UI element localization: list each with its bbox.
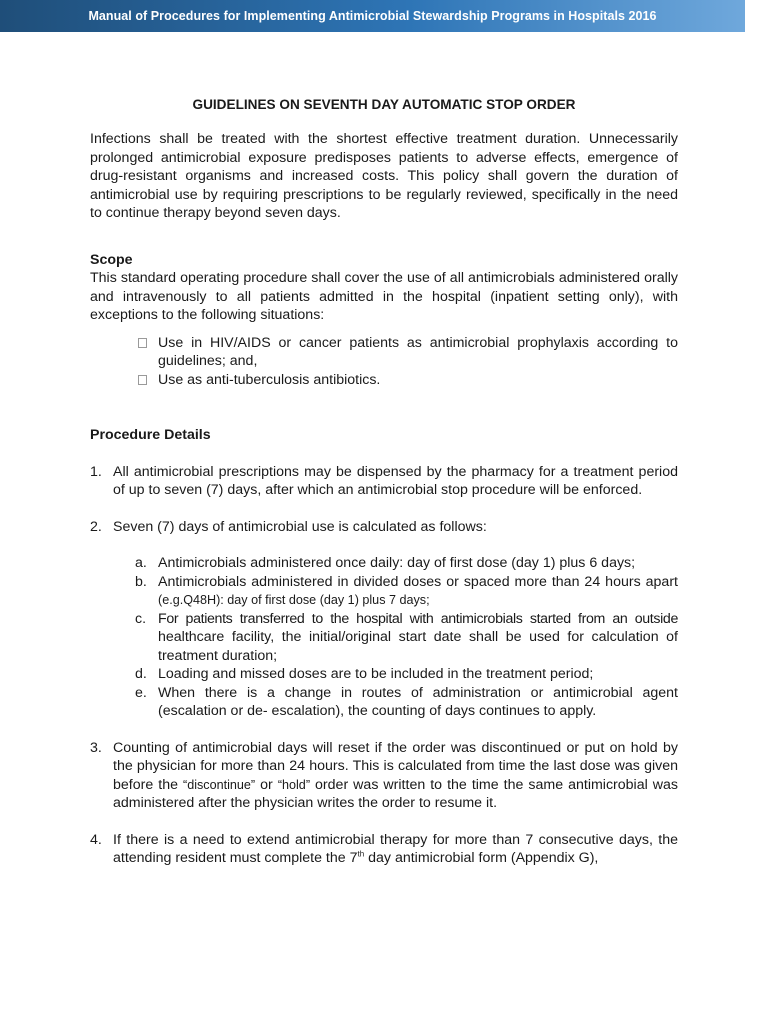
- list-item: [136, 371, 678, 390]
- procedure-steps-list: [90, 463, 678, 868]
- step-number: 1.: [90, 463, 102, 480]
- step-number: 2.: [90, 518, 102, 535]
- document-header-banner: [0, 0, 745, 32]
- checkbox-bullet-icon: [138, 338, 147, 348]
- step-text: Counting of antimicrobial days will reset if the order was discontinued or put on hold by the physician for more than 24 hours. This is calculated from time the last dose was given before the: [113, 739, 678, 793]
- list-item: [135, 554, 678, 573]
- scope-exceptions-list: [90, 334, 678, 390]
- step-text-cont: order was written to the time the same antimicrobial was administered after the physician writes the order to resume it.: [113, 776, 678, 811]
- banner-text: Manual of Procedures for Implementing Antimicrobial Stewardship Programs in Hospitals 2016: [88, 9, 657, 23]
- document-title: GUIDELINES ON SEVENTH DAY AUTOMATIC STOP ORDER: [192, 97, 576, 112]
- item-text-cont: healthcare facility, the initial/original start date shall be used for calculation of treatment duration;: [158, 629, 678, 664]
- quoted-term-discontinue: “discontinue”: [183, 777, 256, 792]
- list-item: [135, 684, 678, 721]
- step-number: 3.: [90, 739, 102, 756]
- procedure-step-1: [90, 463, 678, 500]
- step-text: Seven (7) days of antimicrobial use is calculated as follows:: [113, 518, 487, 535]
- scope-heading: Scope: [90, 251, 133, 268]
- item-text: Antimicrobials administered in divided doses or spaced more than 24 hours apart: [158, 573, 678, 590]
- procedure-step-2: [90, 518, 678, 721]
- list-item: [135, 665, 678, 684]
- calculation-rules-list: [113, 554, 678, 721]
- item-text: For patients transferred to the hospital with antimicrobials started from an outside: [158, 610, 678, 627]
- intro-paragraph: Infections shall be treated with the shortest effective treatment duration. Unnecessarily prolonged antimicrobial exposure predisposes patients to adverse effects, emergence of drug-resistant organisms and increased costs. This policy shall govern the duration of antimicrobial use by requiring prescriptions to be regularly reviewed, specifically in the need to continue therapy beyond seven days.: [90, 131, 678, 221]
- item-label: c.: [135, 610, 147, 627]
- step-text-or: or: [260, 776, 273, 793]
- step-text: If there is a need to extend antimicrobial therapy for more than 7 consecutive days, the attending resident must complete the 7: [113, 831, 678, 866]
- list-item: [136, 334, 678, 371]
- item-text: Antimicrobials administered once daily: day of first dose (day 1) plus 6 days;: [158, 555, 636, 571]
- ordinal-superscript: th: [357, 849, 365, 859]
- item-label: d.: [135, 666, 147, 682]
- item-text: When there is a change in routes of administration or antimicrobial agent (escalation or de- escalation), the counting of days continues to apply.: [158, 684, 678, 719]
- exception-text: Use as anti-tuberculosis antibiotics.: [158, 371, 381, 388]
- procedure-heading: Procedure Details: [90, 427, 211, 443]
- procedure-step-3: [90, 739, 678, 813]
- step-number: 4.: [90, 831, 102, 848]
- item-label: b.: [135, 573, 147, 590]
- checkbox-bullet-icon: [138, 375, 147, 385]
- procedure-step-4: [90, 831, 678, 868]
- item-label: e.: [135, 684, 147, 701]
- scope-paragraph: This standard operating procedure shall cover the use of all antimicrobials administered orally and intravenously to all patients admitted in the hospital (inpatient setting only), with exceptions to the following situations:: [90, 270, 678, 323]
- list-item: [135, 573, 678, 610]
- item-text-tail: (e.g.Q48H): day of first dose (day 1) plus 7 days;: [158, 593, 430, 607]
- list-item: [135, 610, 678, 666]
- page-content: [90, 96, 678, 886]
- item-text: Loading and missed doses are to be included in the treatment period;: [158, 666, 594, 682]
- exception-text: Use in HIV/AIDS or cancer patients as antimicrobial prophylaxis according to guidelines; and,: [158, 334, 678, 369]
- step-text: All antimicrobial prescriptions may be dispensed by the pharmacy for a treatment period of up to seven (7) days, after which an antimicrobial stop procedure will be enforced.: [113, 463, 678, 498]
- quoted-term-hold: “hold”: [277, 777, 311, 792]
- step-text-cont: day antimicrobial form (Appendix G),: [368, 850, 599, 866]
- item-label: a.: [135, 555, 147, 571]
